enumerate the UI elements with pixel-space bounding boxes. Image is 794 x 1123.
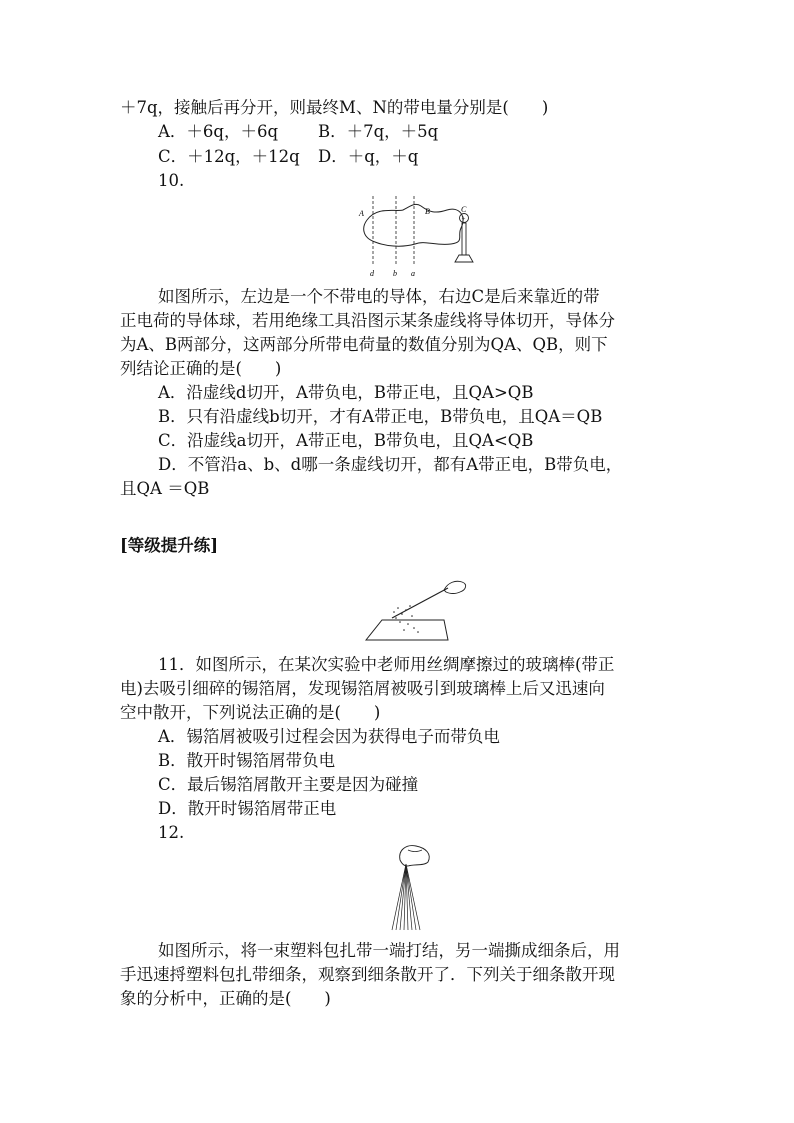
- conductor-body: [364, 204, 463, 246]
- q12-stem-line-3: 象的分析中，正确的是( ): [120, 989, 331, 1008]
- q11-option-c: C．最后锡箔屑散开主要是因为碰撞: [158, 775, 419, 794]
- q11-stem-line-3: 空中散开，下列说法正确的是( ): [120, 703, 381, 722]
- q11-stem-line-2: 电)去吸引细碎的锡箔屑，发现锡箔屑被吸引到玻璃棒上后又迅速向: [120, 679, 605, 698]
- label-d: d: [370, 269, 374, 278]
- q10-stem-line-3: 为A、B两部分，这两部分所带电荷量的数值分别为QA、QB，则下: [120, 335, 608, 354]
- q11-option-a: A．锡箔屑被吸引过程会因为获得电子而带负电: [158, 727, 500, 746]
- tray: [366, 620, 448, 640]
- hand: [444, 581, 466, 593]
- svg-text:+: +: [461, 214, 466, 223]
- q10-option-d-line-2: 且QA ＝QB: [120, 479, 210, 498]
- insulating-stand: [462, 223, 466, 255]
- label-B: B: [425, 207, 430, 216]
- q12-stem-line-2: 手迅速捋塑料包扎带细条，观察到细条散开了．下列关于细条散开现: [120, 965, 615, 984]
- q11-glass-rod-figure: [362, 572, 472, 644]
- q12-stem-line-1: 如图所示，将一束塑料包扎带一端打结，另一端撕成细条后，用: [158, 941, 620, 960]
- q12-number: 12.: [158, 823, 185, 842]
- q10-stem-line-2: 正电荷的导体球，若用绝缘工具沿图示某条虚线将导体切开，导体分: [120, 311, 615, 330]
- label-b: b: [393, 269, 397, 278]
- q10-number: 10.: [158, 171, 185, 190]
- q9-option-b: B．＋7q，＋5q: [318, 122, 439, 141]
- q12-plastic-strips-figure: [384, 840, 444, 932]
- glass-rod: [392, 588, 448, 618]
- label-C: C: [461, 205, 467, 214]
- q11-option-d: D．散开时锡箔屑带正电: [158, 799, 337, 818]
- q10-conductor-figure: [355, 192, 485, 280]
- q10-option-c: C．沿虚线a切开，A带正电，B带负电，且QA<QB: [158, 431, 534, 450]
- q11-stem-line-1: 11．如图所示，在某次实验中老师用丝绸摩擦过的玻璃棒(带正: [158, 655, 615, 674]
- q9-stem-tail: ＋7q，接触后再分开，则最终M、N的带电量分别是( ): [120, 98, 549, 117]
- q9-option-d: D．＋q，＋q: [318, 147, 419, 166]
- hand: [400, 846, 430, 866]
- q10-stem-line-1: 如图所示，左边是一个不带电的导体，右边C是后来靠近的带: [158, 287, 600, 306]
- q11-option-b: B．散开时锡箔屑带负电: [158, 751, 336, 770]
- section-heading: [等级提升练]: [120, 536, 219, 555]
- q10-option-d-line-1: D．不管沿a、b、d哪一条虚线切开，都有A带正电，B带负电，: [158, 455, 623, 474]
- q10-option-a: A．沿虚线d切开，A带负电，B带正电，且QA>QB: [158, 383, 534, 402]
- q10-option-b: B．只有沿虚线b切开，才有A带正电，B带负电，且QA＝QB: [158, 407, 603, 426]
- q10-stem-line-4: 列结论正确的是( ): [120, 359, 282, 378]
- label-A: A: [359, 209, 364, 218]
- q9-option-c: C．＋12q，＋12q: [158, 147, 300, 166]
- label-a: a: [411, 269, 415, 278]
- q9-option-a: A．＋6q，＋6q: [158, 122, 279, 141]
